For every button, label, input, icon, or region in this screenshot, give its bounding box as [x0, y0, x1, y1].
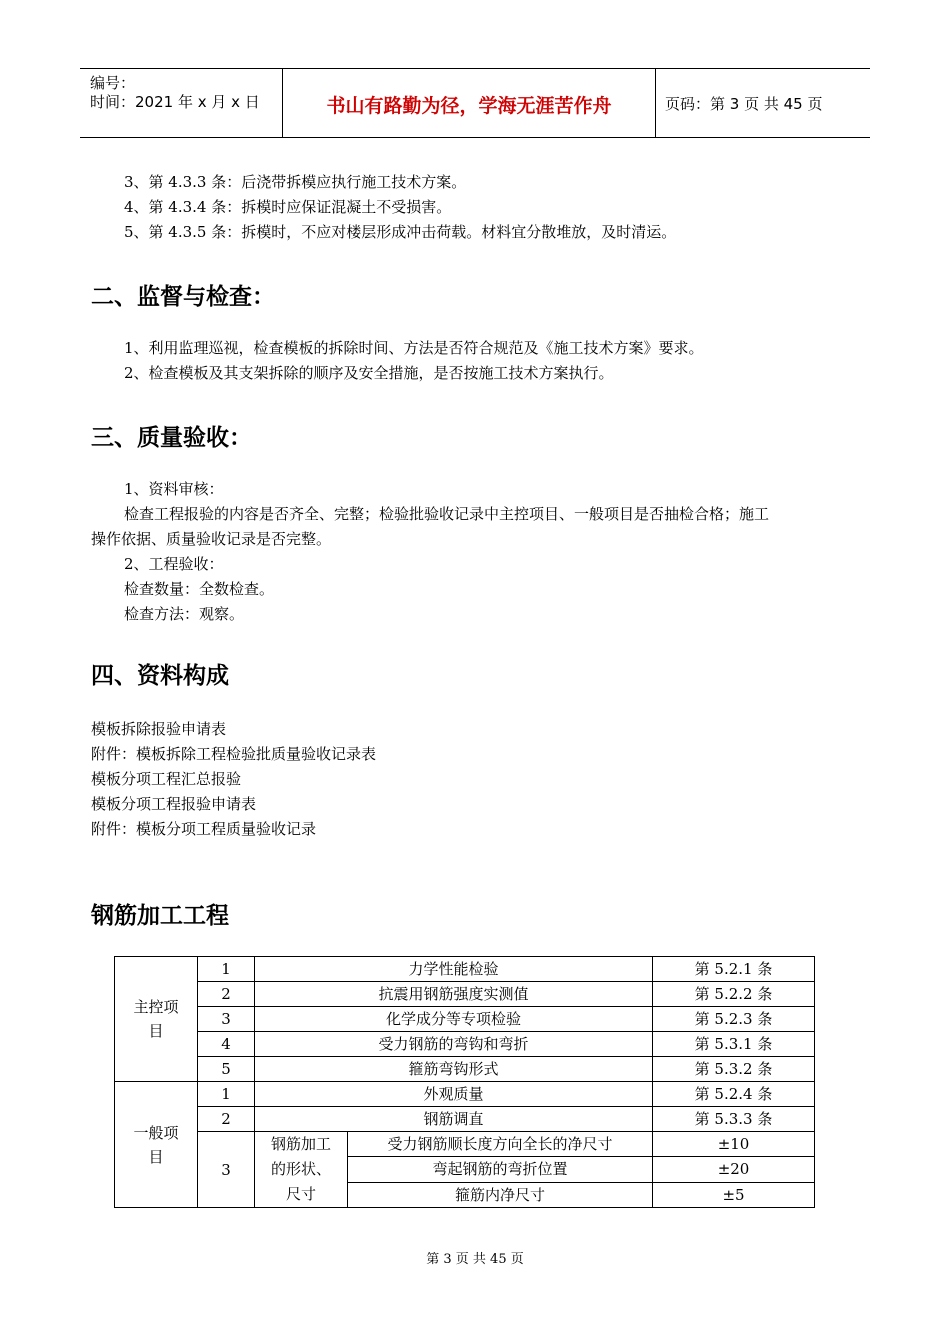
table-row — [115, 1007, 815, 1032]
page-header — [80, 68, 870, 138]
table-row — [115, 1107, 815, 1132]
row-item: 箍筋弯钩形式 — [255, 1057, 653, 1082]
group-label-line: 一般项 — [133, 1123, 179, 1142]
row-tolerance: ±20 — [653, 1157, 815, 1182]
row-number: 4 — [198, 1032, 255, 1057]
row-tolerance: ±5 — [653, 1182, 815, 1207]
paragraph-line: 操作依据、质量验收记录是否完整。 — [91, 530, 332, 548]
section-heading: 三、质量验收： — [91, 425, 252, 451]
row-number: 1 — [198, 957, 255, 982]
row-item: 外观质量 — [255, 1082, 653, 1107]
table-row — [115, 1057, 815, 1082]
group-label-line: 目 — [148, 1147, 164, 1166]
table-row — [115, 1082, 815, 1107]
row-reference: 第 5.3.2 条 — [653, 1057, 815, 1082]
inspection-table — [114, 956, 815, 1208]
header-motto-cell — [282, 69, 656, 137]
row-number: 5 — [198, 1057, 255, 1082]
row-reference: 第 5.3.1 条 — [653, 1032, 815, 1057]
row-item: 化学成分等专项检验 — [255, 1007, 653, 1032]
row-item: 力学性能检验 — [255, 957, 653, 982]
motto: 书山有路勤为径，学海无涯苦作舟 — [326, 95, 612, 117]
group-cell-general — [115, 1082, 198, 1208]
subgroup-label-line: 的形状、 — [270, 1160, 331, 1178]
row-reference: 第 5.2.1 条 — [653, 957, 815, 982]
table-row — [115, 982, 815, 1007]
row-item: 受力钢筋的弯钩和弯折 — [255, 1032, 653, 1057]
row-item: 受力钢筋顺长度方向全长的净尺寸 — [348, 1132, 653, 1157]
document-list-item: 模板分项工程报验申请表 — [91, 795, 257, 813]
table-row — [115, 1132, 815, 1157]
section-item: 1、资料审核： — [124, 480, 224, 498]
document-date: 时间：2021 年 x 月 x 日 — [90, 93, 260, 111]
row-item: 箍筋内净尺寸 — [348, 1182, 653, 1207]
section-item: 2、工程验收： — [124, 555, 224, 573]
header-page-number: 页码：第 3 页 共 45 页 — [665, 95, 823, 113]
row-number: 1 — [198, 1082, 255, 1107]
row-tolerance: ±10 — [653, 1132, 815, 1157]
clause-item: 3、第 4.3.3 条：后浇带拆模应执行施工技术方案。 — [124, 173, 467, 191]
group-label-line: 目 — [148, 1022, 164, 1040]
document-list-item: 附件：模板拆除工程检验批质量验收记录表 — [91, 745, 377, 763]
group-label-line: 主控项 — [133, 998, 179, 1016]
header-info-cell — [80, 69, 282, 137]
paragraph-line: 检查工程报验的内容是否齐全、完整；检验批验收记录中主控项目、一般项目是否抽检合格；施工 — [124, 505, 770, 523]
row-number: 2 — [198, 982, 255, 1007]
section-item: 2、检查模板及其支架拆除的顺序及安全措施，是否按施工技术方案执行。 — [124, 364, 614, 382]
row-item: 钢筋调直 — [255, 1107, 653, 1132]
row-reference: 第 5.2.2 条 — [653, 982, 815, 1007]
inspection-quantity: 检查数量：全数检查。 — [124, 580, 275, 598]
row-number: 3 — [198, 1132, 255, 1208]
section-heading: 钢筋加工工程 — [91, 903, 229, 929]
row-reference: 第 5.2.4 条 — [653, 1082, 815, 1107]
row-item: 弯起钢筋的弯折位置 — [348, 1157, 653, 1182]
subgroup-label-line: 钢筋加工 — [270, 1135, 331, 1153]
row-reference: 第 5.2.3 条 — [653, 1007, 815, 1032]
inspection-method: 检查方法：观察。 — [124, 605, 245, 623]
group-cell-main-control — [115, 957, 198, 1082]
page-footer: 第 3 页 共 45 页 — [426, 1252, 524, 1267]
section-heading: 二、监督与检查： — [91, 284, 275, 310]
section-item: 1、利用监理巡视，检查模板的拆除时间、方法是否符合规范及《施工技术方案》要求。 — [124, 339, 704, 357]
document-list-item: 模板分项工程汇总报验 — [91, 770, 242, 788]
clause-item: 4、第 4.3.4 条：拆模时应保证混凝土不受损害。 — [124, 198, 452, 216]
row-number: 3 — [198, 1007, 255, 1032]
document-list-item: 模板拆除报验申请表 — [91, 720, 227, 738]
document-number: 编号： — [90, 74, 136, 92]
document-list-item: 附件：模板分项工程质量验收记录 — [91, 820, 317, 838]
subgroup-cell-shape-size — [255, 1132, 348, 1208]
row-item: 抗震用钢筋强度实测值 — [255, 982, 653, 1007]
section-heading: 四、资料构成 — [91, 663, 229, 689]
clause-item: 5、第 4.3.5 条：拆模时，不应对楼层形成冲击荷载。材料宜分散堆放，及时清运。 — [124, 223, 677, 241]
table-row — [115, 957, 815, 982]
row-number: 2 — [198, 1107, 255, 1132]
header-page-cell — [655, 69, 870, 137]
table-row — [115, 1032, 815, 1057]
subgroup-label-line: 尺寸 — [285, 1185, 316, 1203]
row-reference: 第 5.3.3 条 — [653, 1107, 815, 1132]
